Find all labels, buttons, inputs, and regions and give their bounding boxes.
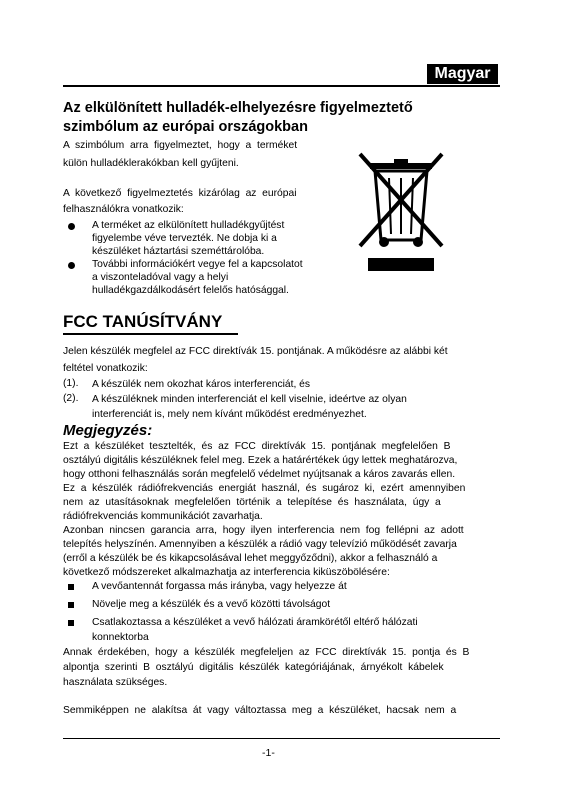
bullet-dot: [68, 223, 75, 230]
footer-rule: [63, 738, 500, 739]
fcc-intro-line2: feltétel vonatkozik:: [63, 363, 148, 374]
weee-para2-line2: felhasználókra vonatkozik:: [63, 204, 184, 215]
page-number: -1-: [262, 747, 275, 759]
weee-title-line2: szimbólum az európai országokban: [63, 119, 308, 135]
bullet-square: [68, 602, 74, 608]
weee-bullet2-l2: a viszonteladóval vagy a helyi: [92, 272, 229, 283]
fcc-intro-line1: Jelen készülék megfelel az FCC direktívák 15. pontjának. A működésre az alábbi két: [63, 346, 448, 357]
note-p2-line: alpontja szerinti B osztályú digitális készülék kategóriájának, árnyékolt kábelek: [63, 662, 444, 673]
bullet-square: [68, 620, 74, 626]
note-p3-line: Semmiképpen ne alakítsa át vagy változtassa meg a készüléket, hacsak nem a: [63, 705, 457, 716]
fcc-item1-num: (1).: [63, 378, 79, 389]
note-bullet3-l2: konnektorba: [92, 632, 149, 643]
weee-bullet1-l2: figyelembe véve tervezték. Ne dobja ki a: [92, 233, 277, 244]
note-p2-line: Annak érdekében, hogy a készülék megfeleljen az FCC direktívák 15. pontja és B: [63, 647, 470, 658]
fcc-title-underline: [63, 333, 238, 335]
weee-bullet2-l1: További információkért vegye fel a kapcsolatot: [92, 259, 303, 270]
note-p1-line: (erről a készülék be és kikapcsolásával lehet meggyőződni), akkor a felhasználó a: [63, 553, 438, 564]
language-tab: Magyar: [427, 64, 498, 84]
fcc-item1-text: A készülék nem okozhat káros interferenciát, és: [92, 379, 311, 390]
bullet-dot: [68, 262, 75, 269]
note-title: Megjegyzés:: [63, 422, 153, 439]
weee-para1-line1: A szimbólum arra figyelmeztet, hogy a terméket: [63, 140, 298, 151]
note-bullet1: A vevőantennát forgassa más irányba, vagy helyezze át: [92, 581, 347, 592]
note-p1-line: telepítés helyszínén. Amennyiben a készülék a rádió vagy televízió működését zavarja: [63, 539, 457, 550]
fcc-title: FCC TANÚSÍTVÁNY: [63, 312, 223, 331]
weee-bullet1-l1: A terméket az elkülönített hulladékgyűjtést: [92, 220, 285, 231]
note-p1-line: hogy otthoni felhasználás során megfelelő védelmet nyújtsanak a káros zavarás ellen.: [63, 469, 456, 480]
fcc-item2-text-l2: interferenciát is, mely nem kívánt működést eredményezhet.: [92, 409, 367, 420]
weee-bullet2-l3: hulladékgazdálkodásért felelős hatósággal.: [92, 285, 289, 296]
weee-para2-line1: A következő figyelmeztetés kizárólag az európai: [63, 188, 297, 199]
note-p1-line: Ez a készülék rádiófrekvenciás energiát használ, és sugároz ki, ezért amennyiben: [63, 483, 466, 494]
bullet-square: [68, 584, 74, 590]
note-bullet3-l1: Csatlakoztassa a készüléket a vevő hálózati áramkörétől eltérő hálózati: [92, 617, 418, 628]
weee-para1-line2: külön hulladéklerakókban kell gyűjteni.: [63, 158, 239, 169]
note-p1-line: következő módszereket alkalmazhatja az interferencia kiküszöbölésére:: [63, 567, 390, 578]
weee-bullet1-l3: készüléket háztartási szeméttárolóba.: [92, 246, 265, 257]
note-p2-line: használata szükséges.: [63, 677, 168, 688]
note-p1-line: rádiófrekvenciás kommunikációt zavarhatja.: [63, 511, 263, 522]
note-p1-line: Ezt a készüléket tesztelték, és az FCC direktívák 15. pontjának megfelelően B: [63, 441, 451, 452]
note-p1-line: nem az utasításoknak megfelelően történik a telepítése és használata, úgy a: [63, 497, 441, 508]
fcc-item2-num: (2).: [63, 393, 79, 404]
crossed-out-wheelie-bin-icon: [348, 150, 454, 278]
note-bullet2: Növelje meg a készülék és a vevő közötti távolságot: [92, 599, 331, 610]
note-p1-line: osztályú digitális készüléknek felel meg. Ezek a határértékek úgy lettek meghatározva,: [63, 455, 458, 466]
weee-title-line1: Az elkülönített hulladék-elhelyezésre figyelmeztető: [63, 100, 413, 116]
header-rule: [63, 85, 500, 87]
note-p1-line: Azonban nincsen garancia arra, hogy ilyen interferencia nem fog fellépni az adott: [63, 525, 464, 536]
fcc-item2-text-l1: A készüléknek minden interferenciát el kell viselnie, ideértve az olyan: [92, 394, 407, 405]
